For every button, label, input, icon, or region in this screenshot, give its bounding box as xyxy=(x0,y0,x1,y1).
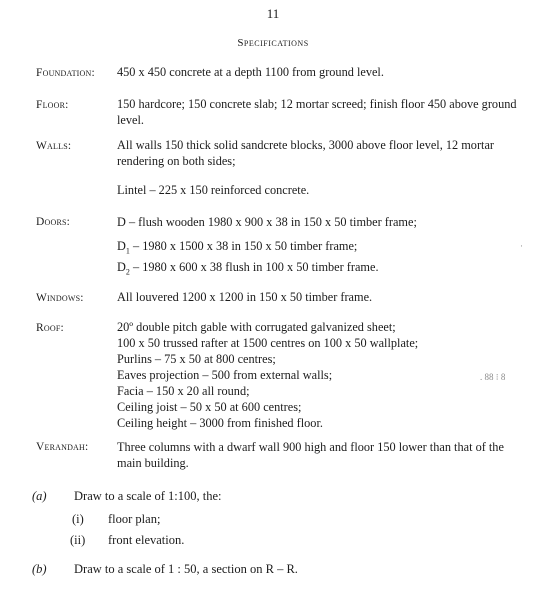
page-number: 11 xyxy=(266,6,280,21)
verandah-text: Three columns with a dwarf wall 900 high and floor 150 lower than that of the main building. xyxy=(117,440,504,470)
roof-line-6: Ceiling joist – 50 x 50 at 600 centres; xyxy=(117,400,302,414)
door-d2-text: $D_2 - 1980$ x 600 x 38 flush in 100 x 50 timber frame. xyxy=(117,260,379,277)
foundation-text: 450 x 450 concrete at a depth 1100 from ground level. xyxy=(117,65,384,79)
verandah-label: Verandah: xyxy=(36,441,89,453)
walls-label: Walls: xyxy=(36,140,72,152)
roof-line-4: Eaves projection – 500 from external walls; xyxy=(117,368,333,382)
windows-label: Windows: xyxy=(36,292,84,304)
door-d-text: D – flush wooden 1980 x 900 x 38 in 150 x 50 timber frame; xyxy=(117,215,417,229)
question-a-text: Draw to a scale of 1:100, the: xyxy=(74,489,222,503)
foundation-label: Foundation: xyxy=(36,67,95,79)
lintel-text: Lintel – 225 x 150 reinforced concrete. xyxy=(117,183,310,197)
walls-text: All walls 150 thick solid sandcrete blocks, 3000 above floor level, 12 mortar rendering on both sides; xyxy=(117,138,495,168)
question-ii-text: front elevation. xyxy=(108,533,185,547)
roof-line-5: Facia – 150 x 20 all round; xyxy=(117,384,250,398)
door-d1-text: $D_1 - 1980$ x 1500 x 38 in 150 x 50 timber frame; xyxy=(117,239,358,256)
roof-line-2: 100 x 50 trussed rafter at 1500 centres on 100 x 50 wallplate; xyxy=(117,336,419,350)
question-i-text: floor plan; xyxy=(108,512,161,526)
floor-label: Floor: xyxy=(36,99,69,111)
roof-label: Roof: xyxy=(36,322,64,334)
specifications-heading: Specifications xyxy=(237,37,309,49)
question-a-label: (a) xyxy=(32,489,47,503)
question-i-label: (i) xyxy=(72,512,84,526)
scan-speck: · xyxy=(520,241,523,251)
doors-label: Doors: xyxy=(36,216,71,228)
roof-line-1: 20º double pitch gable with corrugated galvanized sheet; xyxy=(117,320,396,334)
roof-line-3: Purlins – 75 x 50 at 800 centres; xyxy=(117,352,276,366)
question-b-label: (b) xyxy=(32,562,47,576)
question-ii-label: (ii) xyxy=(70,533,86,547)
floor-text: 150 hardcore; 150 concrete slab; 12 mortar screed; finish floor 450 above ground level. xyxy=(117,97,517,127)
roof-line-7: Ceiling height – 3000 from finished floor. xyxy=(117,416,323,430)
scan-speck-marks: . 88 ⁝ 8 xyxy=(480,372,506,382)
question-b-text: Draw to a scale of 1 : 50, a section on R – R. xyxy=(74,562,298,576)
windows-text: All louvered 1200 x 1200 in 150 x 50 timber frame. xyxy=(117,290,373,304)
